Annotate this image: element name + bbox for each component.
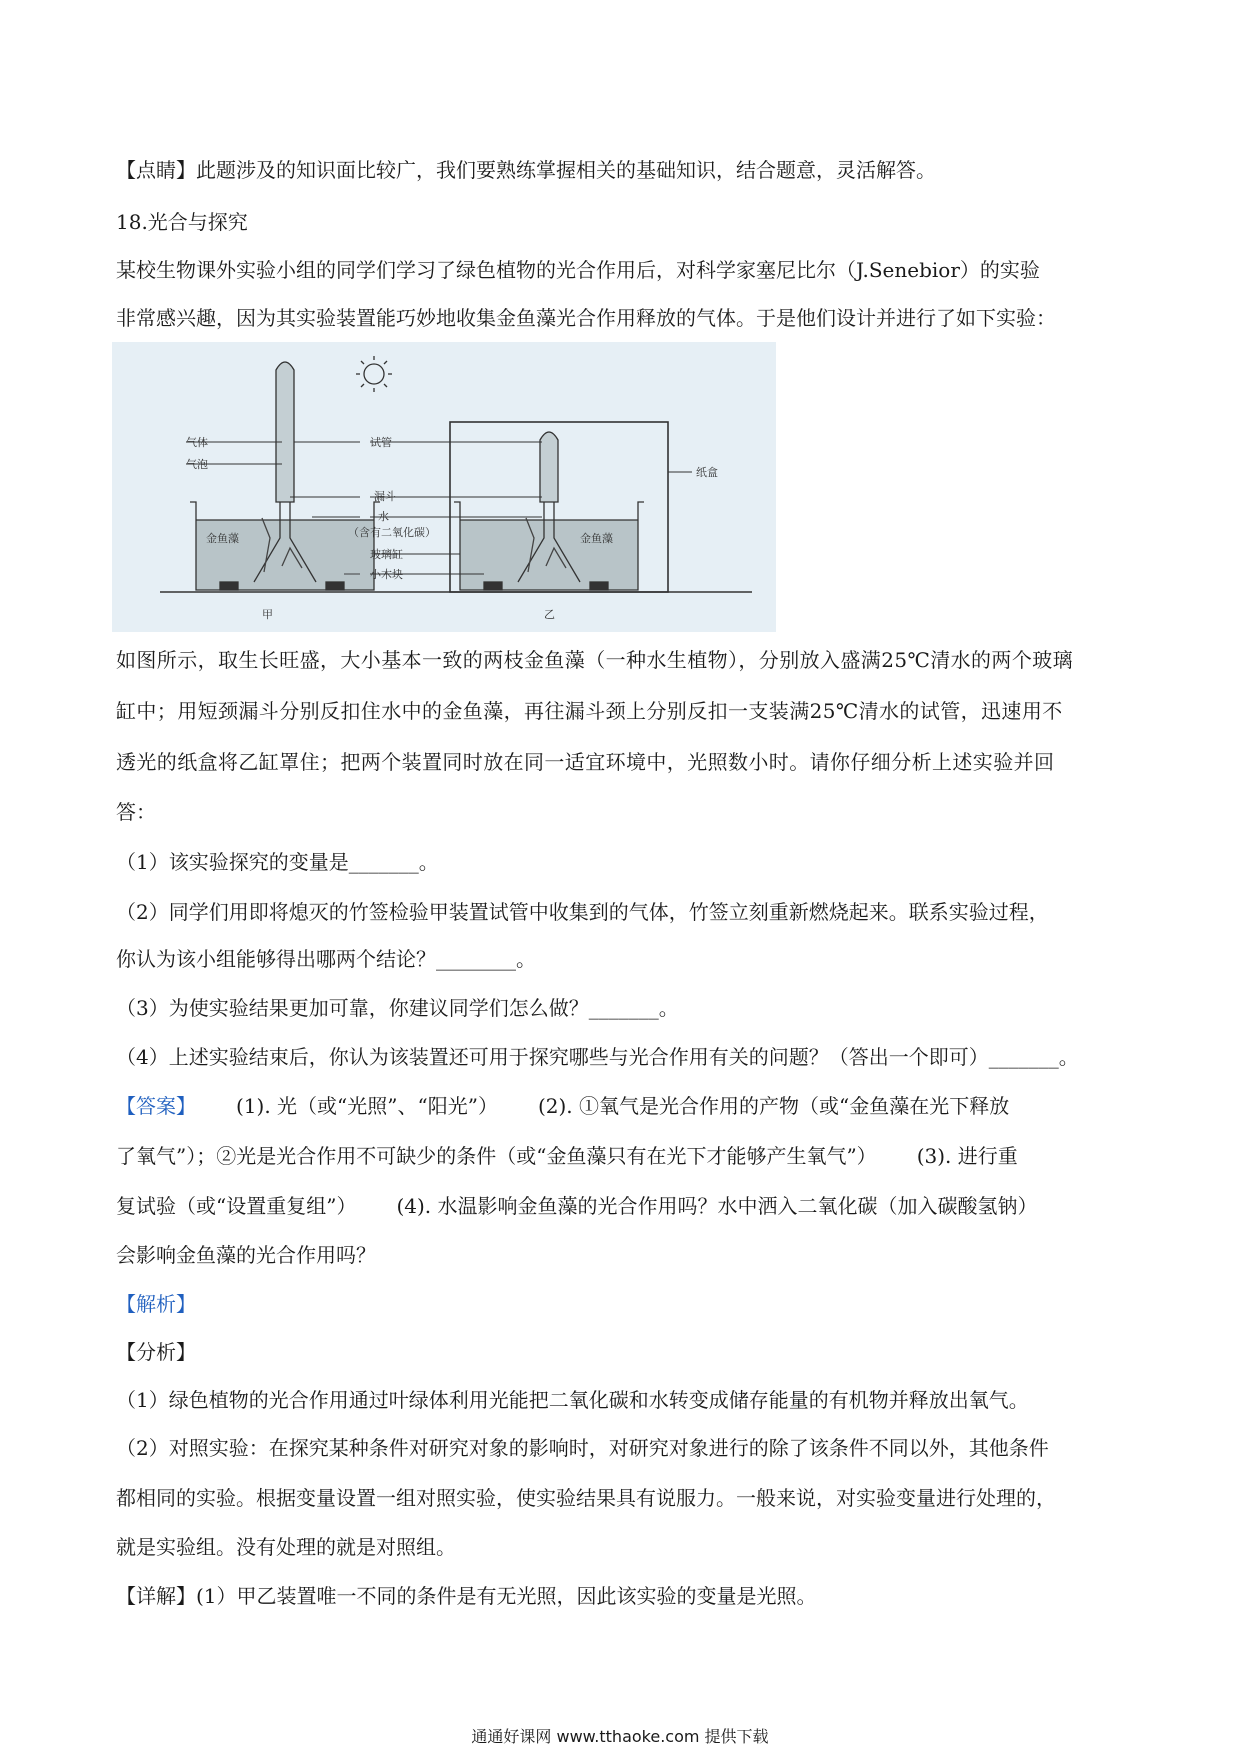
label-glass-tank: 玻璃缸 xyxy=(370,548,403,561)
answer-2-part-2: 了氧气”）；②光是光合作用不可缺少的条件（或“金鱼藻只有在光下才能够产生氧气”） xyxy=(116,1144,877,1168)
answer-2-part-1: (2). ①氧气是光合作用的产物（或“金鱼藻在光下释放 xyxy=(537,1094,1010,1118)
xiangjie-tag: 【详解】 xyxy=(116,1584,196,1608)
label-hornwort-a: 金鱼藻 xyxy=(206,532,239,545)
answer-line-4: 会影响金鱼藻的光合作用吗？ xyxy=(116,1243,376,1267)
glass-tank-a xyxy=(190,502,380,590)
desc-line-2: 缸中；用短颈漏斗分别反扣住水中的金鱼藻，再往漏斗颈上分别反扣一支装满25℃清水的试管，迅速用不 xyxy=(116,699,1063,723)
desc-line-3: 透光的纸盒将乙缸罩住；把两个装置同时放在同一适宜环境中，光照数小时。请你仔细分析上述实验并回 xyxy=(116,750,1055,774)
answer-line-1 xyxy=(116,1092,1009,1120)
fenxi-point-2-line-2: 都相同的实验。根据变量设置一组对照实验，使实验结果具有说服力。一般来说，对实验变量进行处理的， xyxy=(116,1486,1056,1510)
sun-icon xyxy=(356,356,392,392)
page-footer: 通通好课网 www.tthaoke.com 提供下载 xyxy=(471,1727,769,1746)
answer-tag: 【答案】 xyxy=(116,1094,196,1118)
label-paper-box: 纸盒 xyxy=(696,466,718,479)
answer-4-part-1: (4). 水温影响金鱼藻的光合作用吗？水中洒入二氧化碳（加入碳酸氢钠） xyxy=(396,1194,1038,1218)
fenxi-point-2-line-3: 就是实验组。没有处理的就是对照组。 xyxy=(116,1535,456,1559)
jiexi-tag: 【解析】 xyxy=(116,1292,196,1316)
label-tube: 试管 xyxy=(370,436,392,449)
dianjing-paragraph xyxy=(116,156,936,184)
dianjing-tag: 【点睛】 xyxy=(116,158,196,182)
label-gas: 气体 xyxy=(186,436,208,449)
xiangjie-text: (1）甲乙装置唯一不同的条件是有无光照，因此该实验的变量是光照。 xyxy=(196,1584,817,1608)
answer-line-2 xyxy=(116,1142,1018,1170)
answer-1: (1). 光（或“光照”、“阳光”） xyxy=(236,1094,498,1118)
intro-line-2: 非常感兴趣，因为其实验装置能巧妙地收集金鱼藻光合作用释放的气体。于是他们设计并进行了如下实验： xyxy=(116,306,1056,330)
label-funnel: 漏斗 xyxy=(374,490,396,503)
label-wood-block: 小木块 xyxy=(370,568,403,581)
glass-tank-b xyxy=(454,432,644,590)
label-hornwort-b: 金鱼藻 xyxy=(580,532,613,545)
question-1: （1）该实验探究的变量是_______。 xyxy=(116,850,439,874)
label-bubble: 气泡 xyxy=(186,458,208,471)
label-water: 水 xyxy=(378,510,389,523)
fenxi-tag: 【分析】 xyxy=(116,1340,196,1364)
caption-jia: 甲 xyxy=(262,608,273,621)
desc-line-4: 答： xyxy=(116,800,156,824)
intro-line-1: 某校生物课外实验小组的同学们学习了绿色植物的光合作用后，对科学家塞尼比尔（J.Senebior）的实验 xyxy=(116,258,1040,282)
answer-line-3 xyxy=(116,1192,1038,1220)
answer-3-part-2: 复试验（或“设置重复组”） xyxy=(116,1194,357,1218)
fenxi-point-2-line-1: （2）对照实验：在探究某种条件对研究对象的影响时，对研究对象进行的除了该条件不同以外，其他条件 xyxy=(116,1436,1049,1460)
desc-line-1: 如图所示，取生长旺盛，大小基本一致的两枝金鱼藻（一种水生植物），分别放入盛满25℃清水的两个玻璃 xyxy=(116,648,1074,672)
label-co2: （含有二氧化碳） xyxy=(348,526,436,539)
question-3: （3）为使实验结果更加可靠，你建议同学们怎么做？_______。 xyxy=(116,996,679,1020)
question-4: （4）上述实验结束后，你认为该装置还可用于探究哪些与光合作用有关的问题？（答出一个即可）_______。 xyxy=(116,1045,1079,1069)
answer-3-part-1: (3). 进行重 xyxy=(916,1144,1018,1168)
experiment-figure xyxy=(112,342,776,632)
question-2-line-1: （2）同学们用即将熄灭的竹签检验甲装置试管中收集到的气体，竹签立刻重新燃烧起来。联系实验过程， xyxy=(116,900,1049,924)
dianjing-text: 此题涉及的知识面比较广，我们要熟练掌握相关的基础知识，结合题意，灵活解答。 xyxy=(196,158,936,182)
caption-yi: 乙 xyxy=(544,608,555,621)
fenxi-point-1: （1）绿色植物的光合作用通过叶绿体利用光能把二氧化碳和水转变成储存能量的有机物并释放出氧气。 xyxy=(116,1388,1029,1412)
question-2-line-2: 你认为该小组能够得出哪两个结论？________。 xyxy=(116,947,536,971)
question-title: 18.光合与探究 xyxy=(116,210,248,234)
xiangjie-paragraph xyxy=(116,1582,817,1610)
